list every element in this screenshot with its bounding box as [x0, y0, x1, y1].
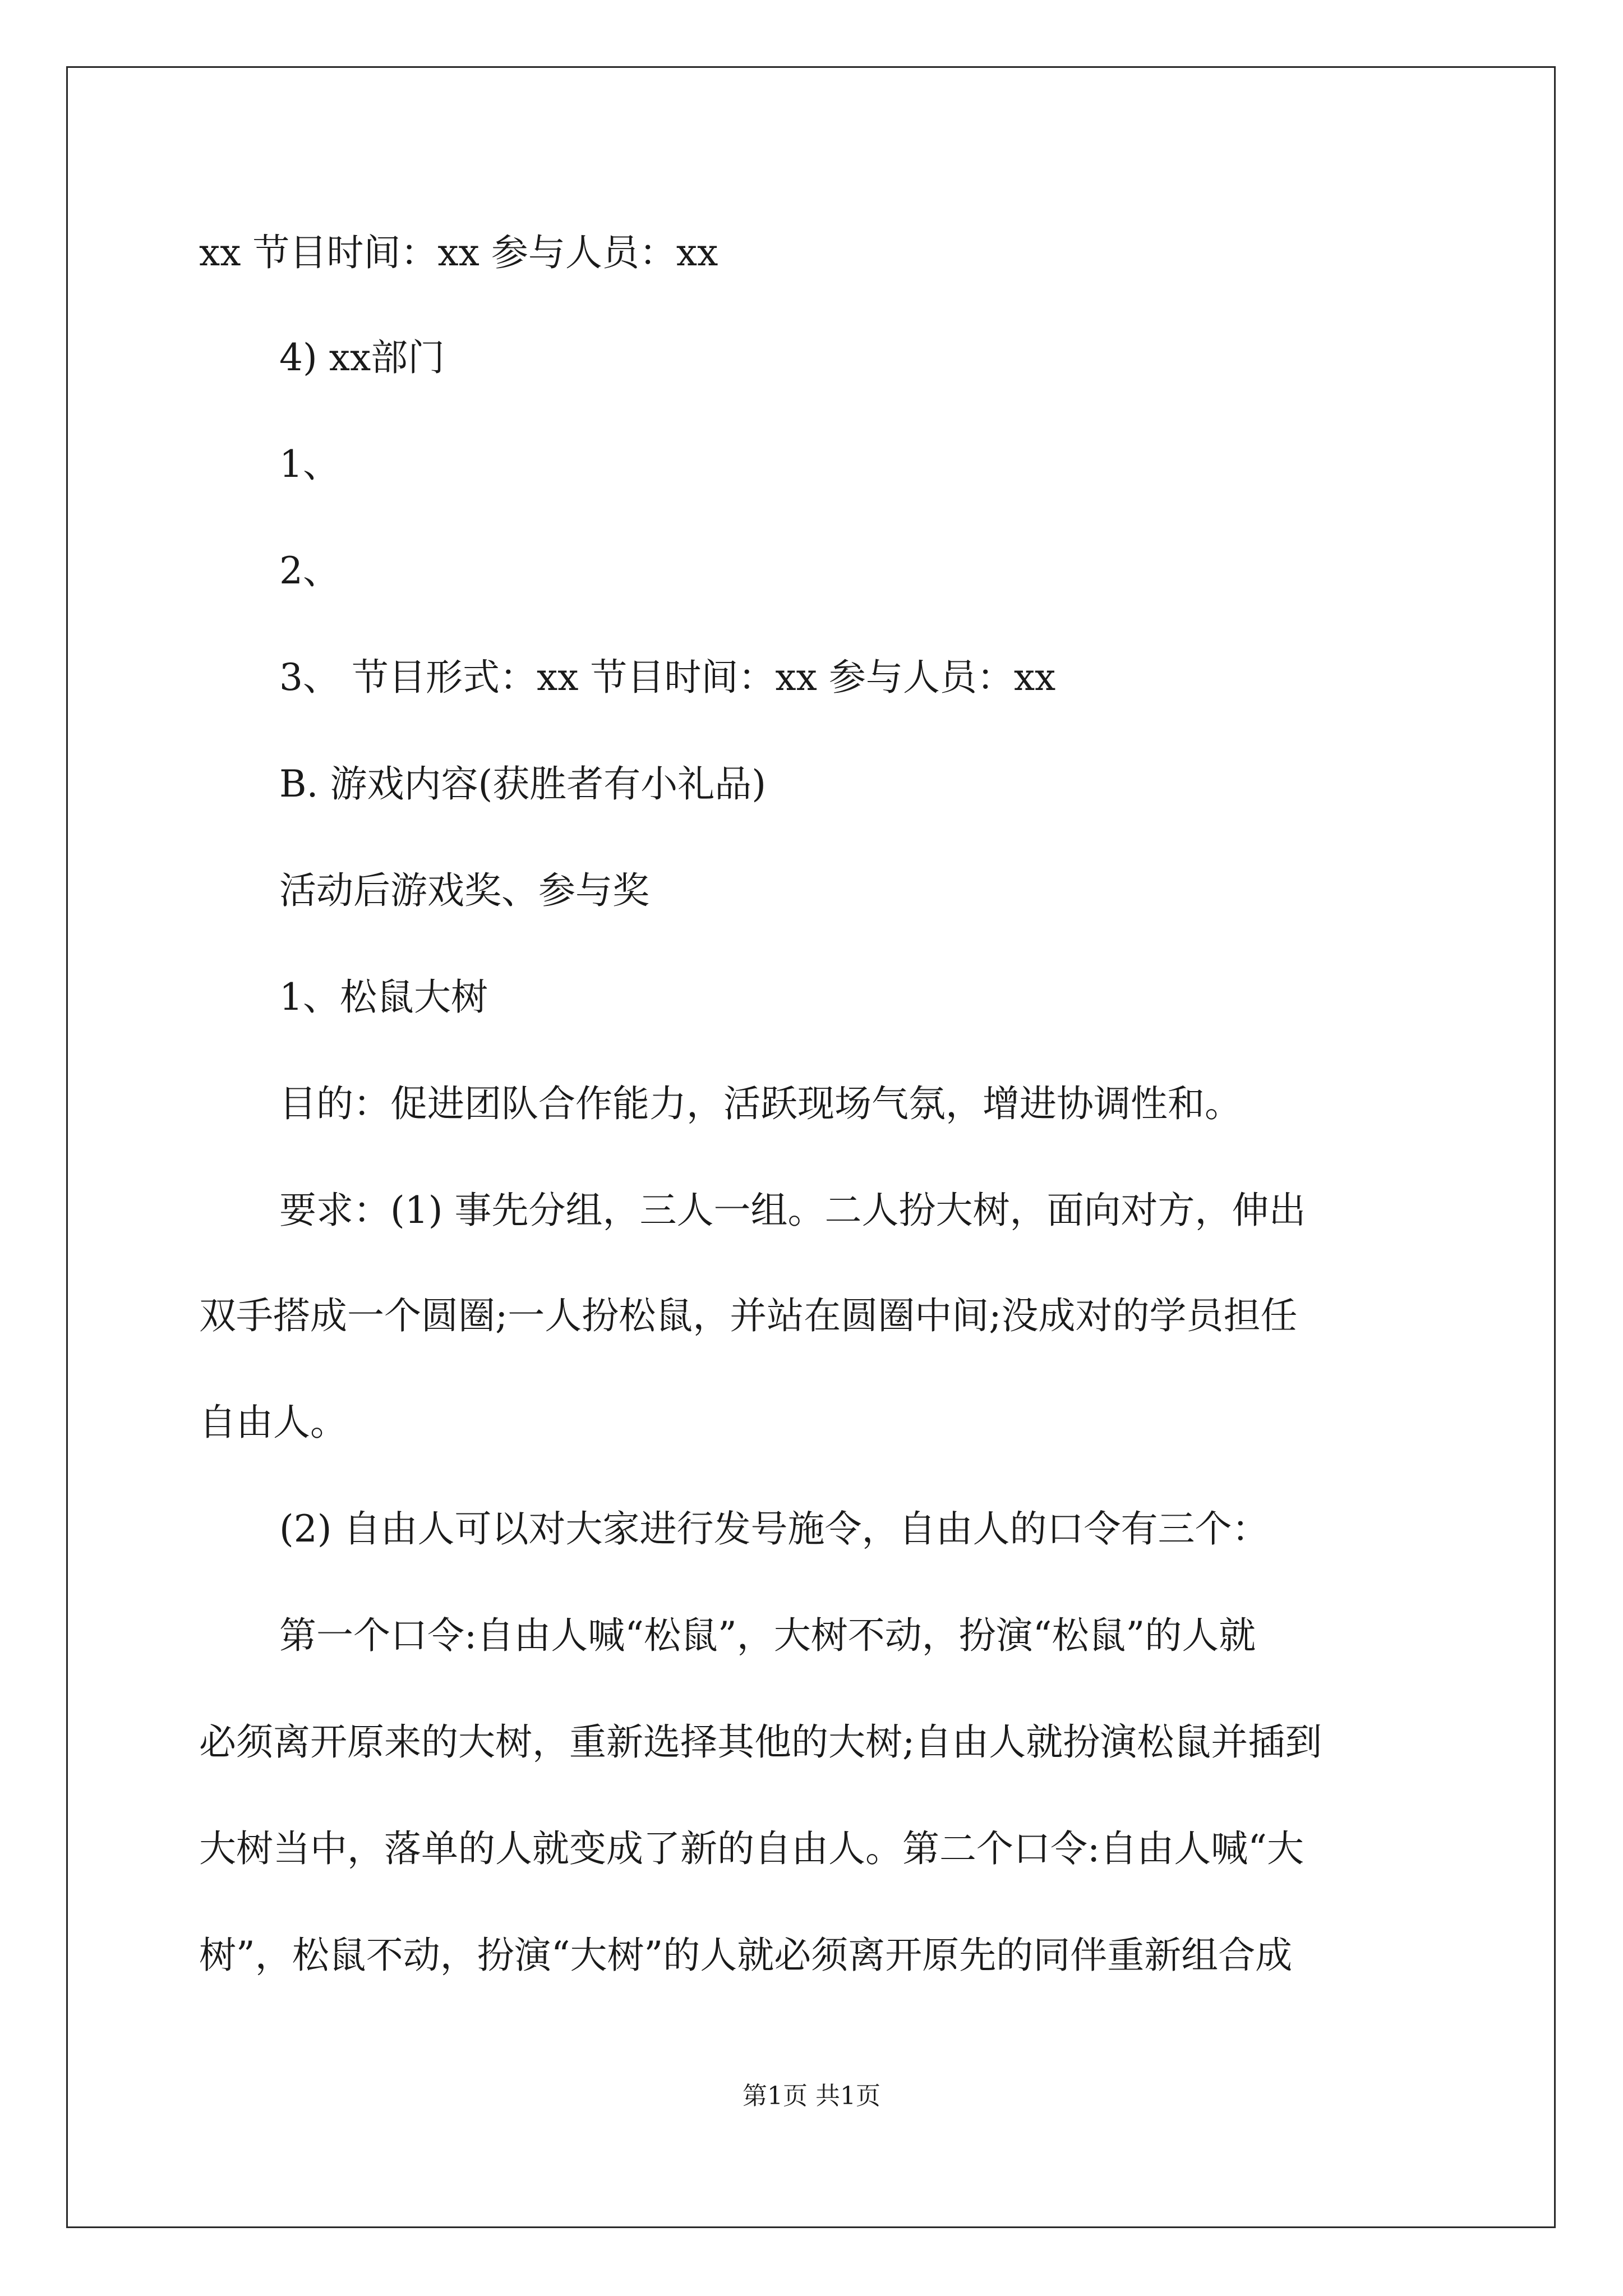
text-line: 要求：(1) 事先分组，三人一组。二人扮大树，面向对方，伸出: [279, 1189, 1306, 1232]
text-line: 自由人。: [199, 1401, 347, 1444]
text-line: xx 节目时间：xx 参与人员：xx: [199, 231, 718, 274]
text-line: 活动后游戏奖、参与奖: [279, 869, 649, 912]
text-line: 1、: [279, 443, 340, 486]
text-line: 第一个口令:自由人喊“松鼠”，大树不动，扮演“松鼠”的人就: [279, 1614, 1256, 1657]
text-line: (2) 自由人可以对大家进行发号施令，自由人的口令有三个：: [279, 1507, 1269, 1550]
text-line: 目的：促进团队合作能力，活跃现场气氛，增进协调性和。: [279, 1082, 1242, 1125]
text-line: 4) xx部门: [279, 336, 445, 379]
text-line: 双手搭成一个圆圈;一人扮松鼠，并站在圆圈中间;没成对的学员担任: [199, 1294, 1298, 1337]
text-line: 大树当中，落单的人就变成了新的自由人。第二个口令:自由人喊“大: [199, 1827, 1304, 1870]
text-line: 2、: [279, 549, 340, 592]
text-line: B. 游戏内容(获胜者有小礼品): [279, 762, 766, 806]
text-line: 1、松鼠大树: [279, 976, 488, 1019]
page-footer: 第1页 共1页: [743, 2082, 880, 2110]
text-line: 树”，松鼠不动，扮演“大树”的人就必须离开原先的同伴重新组合成: [199, 1934, 1293, 1977]
text-line: 3、 节目形式：xx 节目时间：xx 参与人员：xx: [279, 656, 1056, 699]
text-line: 必须离开原来的大树，重新选择其他的大树;自由人就扮演松鼠并插到: [199, 1720, 1322, 1764]
